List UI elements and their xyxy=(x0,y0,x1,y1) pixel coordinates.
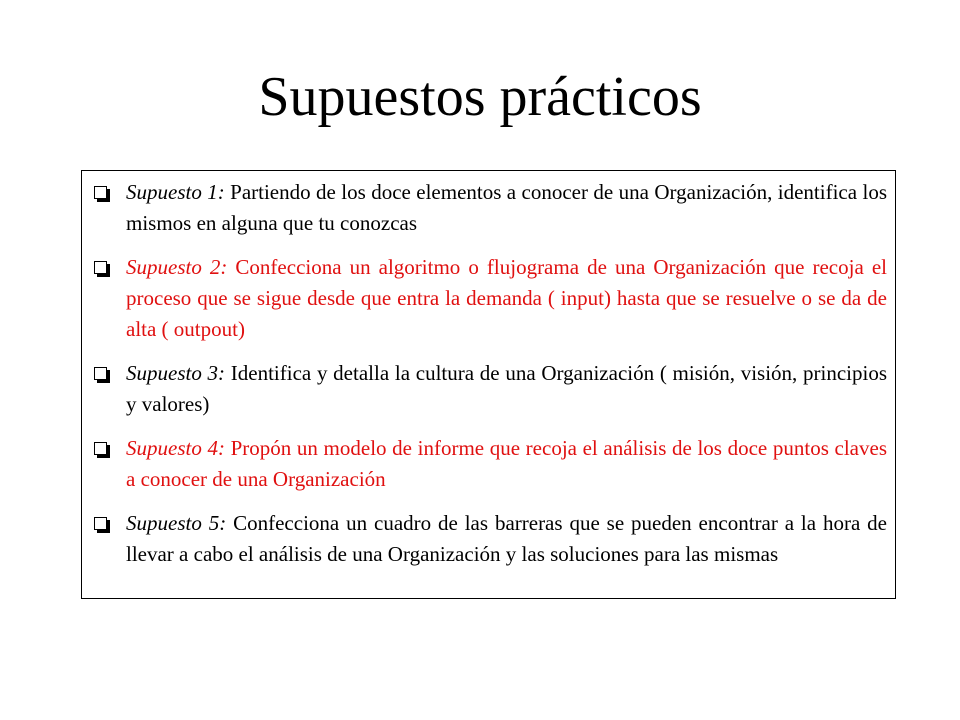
slide-title: Supuestos prácticos xyxy=(258,66,702,128)
content-box xyxy=(81,170,896,599)
case-label: Supuesto 5: xyxy=(126,511,227,535)
square-bullet-icon xyxy=(94,261,107,274)
square-bullet-icon xyxy=(94,517,107,530)
square-bullet-icon xyxy=(94,186,107,199)
bullet-list xyxy=(90,177,887,570)
list-item-supuesto-4 xyxy=(90,433,887,495)
list-item-supuesto-5 xyxy=(90,508,887,570)
case-text: Partiendo de los doce elementos a conocer de una Organización, identifica los mismos en alguna que tu conozcas xyxy=(126,180,887,235)
square-bullet-icon xyxy=(94,442,107,455)
list-item-supuesto-3 xyxy=(90,358,887,420)
case-label: Supuesto 3: xyxy=(126,361,226,385)
case-text: Confecciona un cuadro de las barreras que se pueden encontrar a la hora de llevar a cabo el análisis de una Organización y las soluciones para las mismas xyxy=(126,511,887,566)
case-label: Supuesto 1: xyxy=(126,180,225,204)
case-label: Supuesto 2: xyxy=(126,255,228,279)
list-item-supuesto-2 xyxy=(90,252,887,345)
case-text: Identifica y detalla la cultura de una Organización ( misión, visión, principios y valores) xyxy=(126,361,887,416)
case-text: Propón un modelo de informe que recoja el análisis de los doce puntos claves a conocer de una Organización xyxy=(126,436,887,491)
case-label: Supuesto 4: xyxy=(126,436,225,460)
case-text: Confecciona un algoritmo o flujograma de una Organización que recoja el proceso que se sigue desde que entra la demanda ( input) hasta que se resuelve o se da de alta ( outpout) xyxy=(126,255,887,341)
list-item-supuesto-1 xyxy=(90,177,887,239)
square-bullet-icon xyxy=(94,367,107,380)
